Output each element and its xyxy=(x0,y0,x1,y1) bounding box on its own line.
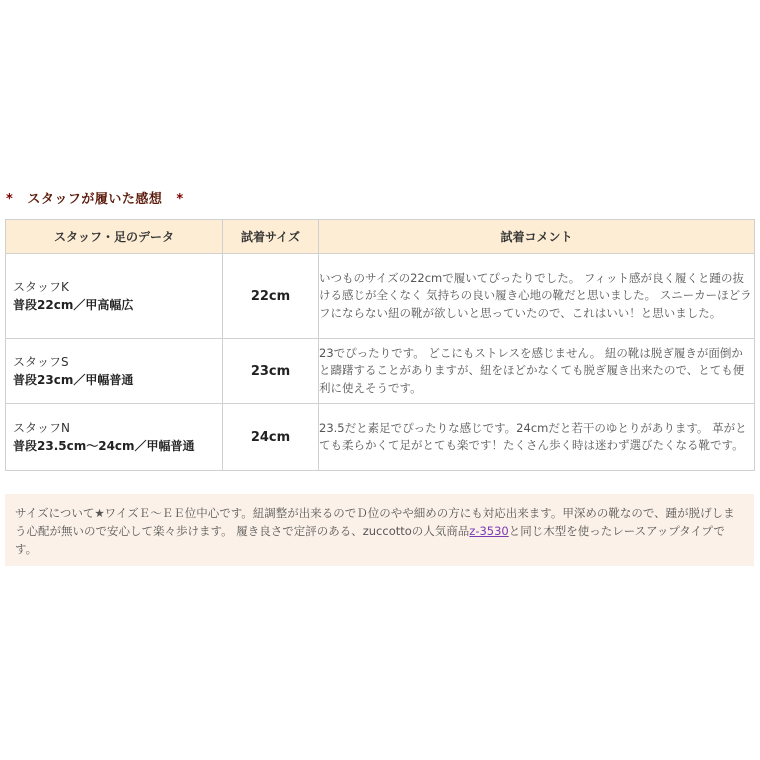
size-note-text-end: と同じ木型を使ったレースアップタイプです。 xyxy=(15,524,725,556)
staff-cell xyxy=(6,404,223,471)
staff-foot-data: 普段23.5cm～24cm／甲幅普通 xyxy=(13,439,195,453)
comment-cell: 23.5だと素足でぴったりな感じです。24cmだと若干のゆとりがあります。 革がとても柔らかくて足がとても楽です！たくさん歩く時は迷わず選びたくなる靴です。 xyxy=(319,404,755,471)
heading-star-left: * xyxy=(6,192,14,207)
size-note xyxy=(5,494,754,566)
staff-name: スタッフK xyxy=(13,280,69,294)
staff-foot-data: 普段23cm／甲幅普通 xyxy=(13,373,134,387)
header-try-size: 試着サイズ xyxy=(223,220,319,254)
product-link-z3530[interactable]: z-3530 xyxy=(469,524,509,538)
comment-cell: いつものサイズの22cmで履いてぴったりでした。 フィット感が良く履くと踵の抜ける感じが全くなく 気持ちの良い履き心地の靴だと思いました。 スニーカーほどラフにならない紐の靴が欲しいと思っていたので、これはいい！と思いました。 xyxy=(319,254,755,339)
size-note-text: サイズについて★ワイズＥ～ＥＥ位中心です。紐調整が出来るのでＤ位のやや細めの方にも対応出来ます。甲深めの靴なので、踵が脱げしまう心配が無いので安心して楽々歩けます。 履き良さで定評のある、zuccottoの人気商品 xyxy=(15,506,735,538)
heading-star-right: * xyxy=(176,192,184,207)
size-cell: 23cm xyxy=(223,339,319,404)
header-staff-data: スタッフ・足のデータ xyxy=(6,220,223,254)
table-row xyxy=(6,404,755,471)
table-row xyxy=(6,254,755,339)
size-cell: 24cm xyxy=(223,404,319,471)
staff-cell xyxy=(6,339,223,404)
staff-name: スタッフS xyxy=(13,355,69,369)
staff-name: スタッフN xyxy=(13,421,70,435)
table-row xyxy=(6,339,755,404)
staff-foot-data: 普段22cm／甲高幅広 xyxy=(13,298,134,312)
staff-review-table xyxy=(5,219,755,471)
header-try-comment: 試着コメント xyxy=(319,220,755,254)
staff-cell xyxy=(6,254,223,339)
comment-cell: 23でぴったりです。 どこにもストレスを感じません。 紐の靴は脱ぎ履きが面倒かと躊躇することがありますが、紐をほどかなくても脱ぎ履き出来たので、とても便利に使えそうです。 xyxy=(319,339,755,404)
heading-text: スタッフが履いた感想 xyxy=(27,192,163,207)
size-cell: 22cm xyxy=(223,254,319,339)
section-heading xyxy=(6,188,184,207)
table-header-row xyxy=(6,220,755,254)
